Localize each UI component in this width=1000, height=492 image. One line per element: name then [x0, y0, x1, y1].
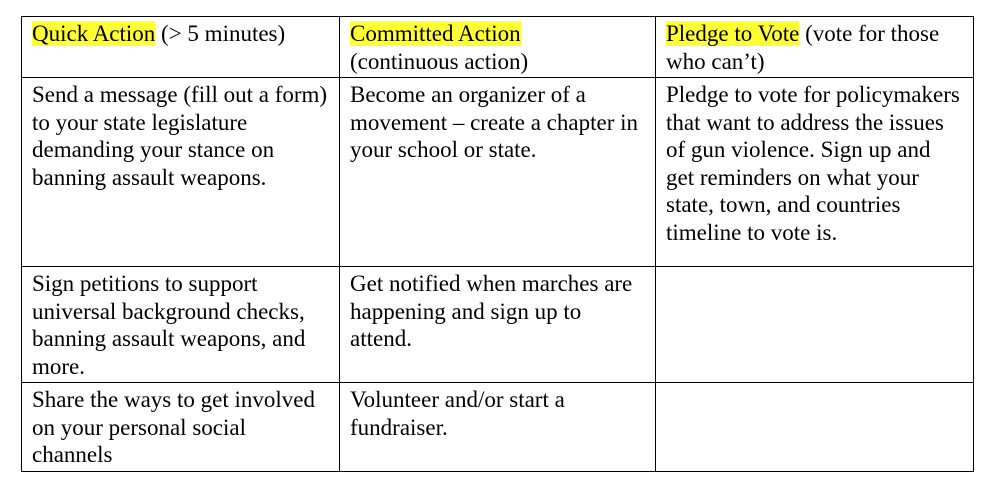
committed-action-cell: Get notified when marches are happening and sign up to attend. — [340, 267, 656, 383]
table-header-row — [22, 17, 974, 78]
header-committed-action-note: (continuous action) — [350, 48, 529, 74]
header-quick-action-title: Quick Action — [32, 21, 156, 46]
header-pledge-to-vote-note: (vote for those who can’t) — [666, 21, 940, 74]
table-row — [22, 383, 974, 472]
header-committed-action-title: Committed Action — [350, 21, 521, 46]
pledge-to-vote-cell — [656, 267, 974, 383]
quick-action-cell: Share the ways to get involved on your personal social channels — [22, 383, 340, 472]
header-quick-action-note: (> 5 minutes) — [155, 21, 286, 46]
quick-action-cell: Sign petitions to support universal background checks, banning assault weapons, and more. — [22, 267, 340, 383]
action-table — [21, 16, 974, 472]
table-row — [22, 267, 974, 383]
pledge-to-vote-cell — [656, 383, 974, 472]
header-committed-action — [340, 17, 656, 78]
committed-action-cell: Become an organizer of a movement – create a chapter in your school or state. — [340, 78, 656, 267]
quick-action-cell: Send a message (fill out a form) to your state legislature demanding your stance on banning assault weapons. — [22, 78, 340, 267]
header-quick-action — [22, 17, 340, 78]
header-pledge-to-vote-title: Pledge to Vote — [666, 21, 800, 46]
header-pledge-to-vote — [656, 17, 974, 78]
pledge-to-vote-cell: Pledge to vote for policymakers that want to address the issues of gun violence. Sign up and get reminders on what your state, town, and countries timeline to vote is. — [656, 78, 974, 267]
committed-action-cell: Volunteer and/or start a fundraiser. — [340, 383, 656, 472]
table-row — [22, 78, 974, 267]
